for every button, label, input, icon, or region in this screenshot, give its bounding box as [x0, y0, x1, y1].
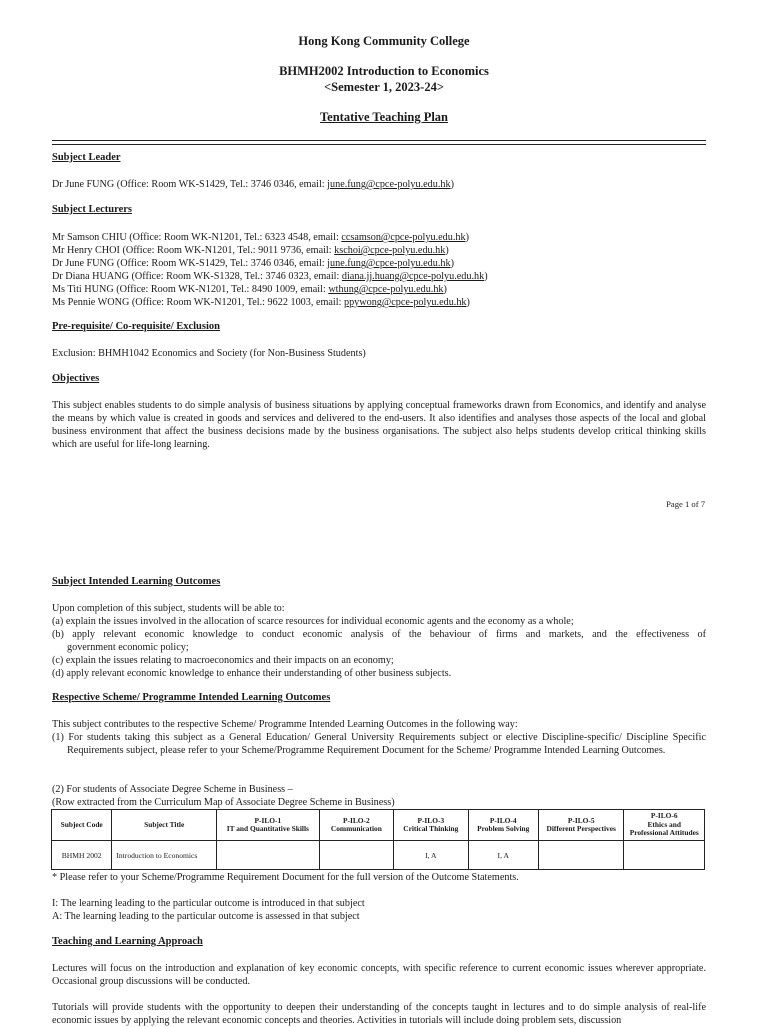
table-cell: [319, 841, 393, 870]
table-cell: Introduction to Economics: [112, 841, 217, 870]
pilo-point-2-note: (Row extracted from the Curriculum Map of Associate Degree Scheme in Business): [52, 797, 395, 808]
lecturers-heading: Subject Lecturers: [52, 204, 132, 215]
lecturer-suffix: ): [465, 232, 469, 243]
lecturer-email[interactable]: ccsamson@cpce-polyu.edu.hk: [341, 232, 466, 243]
lecturer-text: Mr Henry CHOI (Office: Room WK-N1201, Tel.: 9011 9736, email:: [52, 245, 335, 256]
table-cell: I, A: [394, 841, 468, 870]
table-header-cell: P-ILO-5 Different Perspectives: [538, 810, 624, 841]
table-cell: [624, 841, 705, 870]
course-title: BHMH2002 Introduction to Economics: [279, 64, 489, 78]
prereq-text: Exclusion: BHMH1042 Economics and Society (for Non-Business Students): [52, 348, 366, 359]
objectives-heading: Objectives: [52, 373, 100, 384]
lecturer-email[interactable]: june.fung@cpce-polyu.edu.hk: [327, 258, 451, 269]
table-header-cell: P-ILO-6 Ethics and Professional Attitudes: [624, 810, 705, 841]
table-header-cell: P-ILO-4 Problem Solving: [468, 810, 538, 841]
curriculum-map-table: [51, 809, 705, 870]
table-header-cell: P-ILO-1 IT and Quantitative Skills: [217, 810, 320, 841]
plan-title: Tentative Teaching Plan: [319, 110, 449, 124]
pilo-footnote: * Please refer to your Scheme/Programme Requirement Document for the full version of the Outcome Statements.: [52, 872, 519, 883]
lecturer-email[interactable]: kschoi@cpce-polyu.edu.hk: [334, 245, 446, 256]
teaching-heading: Teaching and Learning Approach: [52, 936, 203, 947]
lecturer-email[interactable]: diana.jj.huang@cpce-polyu.edu.hk: [341, 271, 485, 282]
pilo-intro: This subject contributes to the respective Scheme/ Programme Intended Learning Outcomes in the following way:: [52, 719, 518, 730]
subject-leader-email[interactable]: june.fung@cpce-polyu.edu.hk: [327, 179, 451, 190]
table-header-row: [52, 810, 705, 841]
lecturer-suffix: ): [466, 297, 470, 308]
silo-intro: Upon completion of this subject, students will be able to:: [52, 603, 285, 614]
teaching-para-2: Tutorials will provide students with the opportunity to deepen their understanding of the concepts taught in lectures and to do simple analysis of real-life economic issues by applying the relevant economic concepts and theories. Activities in tutorials will include doing problem sets, discussion: [52, 1002, 706, 1026]
lecturer-text: Ms Pennie WONG (Office: Room WK-N1201, Tel.: 9622 1003, email:: [52, 297, 344, 308]
lecturer-item: [52, 270, 488, 283]
divider-top: [52, 140, 706, 141]
lecturer-item: [52, 231, 488, 244]
lecturer-suffix: ): [484, 271, 488, 282]
lecturer-suffix: ): [443, 284, 447, 295]
lecturer-item: [52, 244, 488, 257]
silo-heading: Subject Intended Learning Outcomes: [52, 576, 221, 587]
silo-item-cont: government economic policy;: [67, 642, 189, 653]
legend-assessed: A: The learning leading to the particular outcome is assessed in that subject: [52, 911, 360, 922]
silo-item: (a) explain the issues involved in the allocation of scarce resources for individual economic agents and the economy as a whole;: [52, 616, 574, 627]
lecturer-text: Dr June FUNG (Office: Room WK-S1429, Tel.: 3746 0346, email:: [52, 258, 328, 269]
lecturer-email[interactable]: wthung@cpce-polyu.edu.hk: [328, 284, 444, 295]
prereq-heading: Pre-requisite/ Co-requisite/ Exclusion: [52, 321, 220, 332]
pilo-heading: Respective Scheme/ Programme Intended Learning Outcomes: [52, 692, 331, 703]
lecturer-item: [52, 257, 488, 270]
lecturer-suffix: ): [445, 245, 449, 256]
subject-leader-suffix: ): [450, 179, 454, 190]
college-name: Hong Kong Community College: [298, 34, 470, 48]
table-cell: I, A: [468, 841, 538, 870]
lecturer-suffix: ): [450, 258, 454, 269]
subject-leader-heading: Subject Leader: [52, 152, 121, 163]
lecturer-email[interactable]: ppywong@cpce-polyu.edu.hk: [343, 297, 467, 308]
silo-item: (b) apply relevant economic knowledge to conduct economic analysis of the behaviour of firms and markets, and the effectiveness of: [52, 629, 706, 640]
table-cell: [217, 841, 320, 870]
table-row: [52, 841, 705, 870]
legend-introduced: I: The learning leading to the particular outcome is introduced in that subject: [52, 898, 365, 909]
objectives-text: This subject enables students to do simple analysis of business situations by applying conceptual frameworks drawn from Economics, and identify and analyse the means by which value is created in goods and services and delivered to the end-users. It also identifies and analyses those aspects of the local and global business environment that affect the business decisions made by the business organisations. The subject also helps students develop critical thinking skills which are useful for life-long learning.: [52, 400, 706, 450]
lecturer-text: Ms Titi HUNG (Office: Room WK-N1201, Tel.: 8490 1009, email:: [52, 284, 329, 295]
lecturer-text: Mr Samson CHIU (Office: Room WK-N1201, Tel.: 6323 4548, email:: [52, 232, 342, 243]
table-header-cell: P-ILO-3 Critical Thinking: [394, 810, 468, 841]
lecturer-item: [52, 283, 488, 296]
silo-item: (c) explain the issues relating to macroeconomics and their impacts on an economy;: [52, 655, 394, 666]
pilo-point-1: (1) For students taking this subject as a General Education/ General University Requirements subject or elective Discipline-specific/ Discipline Specific Requirements subject, please refer to your Scheme/Programme Requirement Document for the Scheme/ Programme Intended Learning Outcomes.: [52, 732, 706, 756]
semester-label: <Semester 1, 2023-24>: [324, 80, 444, 94]
pilo-point-2: (2) For students of Associate Degree Scheme in Business –: [52, 784, 293, 795]
table-cell: [538, 841, 624, 870]
table-header-cell: Subject Title: [112, 810, 217, 841]
silo-list: [52, 602, 706, 680]
divider-bottom: [52, 144, 706, 145]
subject-leader-line: [52, 178, 454, 191]
subject-leader-text: Dr June FUNG (Office: Room WK-S1429, Tel.: 3746 0346, email:: [52, 179, 328, 190]
silo-item: (d) apply relevant economic knowledge to enhance their understanding of other business subjects.: [52, 668, 452, 679]
lecturer-list: [52, 231, 488, 309]
table-header-cell: Subject Code: [52, 810, 112, 841]
lecturer-item: [52, 296, 488, 309]
teaching-para-1: Lectures will focus on the introduction and explanation of key economic concepts, with specific reference to current economic issues wherever appropriate. Occasional group discussions will be conducted.: [52, 963, 706, 987]
table-cell: BHMH 2002: [52, 841, 112, 870]
lecturer-text: Dr Diana HUANG (Office: Room WK-S1328, Tel.: 3746 0323, email:: [52, 271, 342, 282]
page-number: Page 1 of 7: [666, 499, 705, 509]
table-header-cell: P-ILO-2 Communication: [319, 810, 393, 841]
